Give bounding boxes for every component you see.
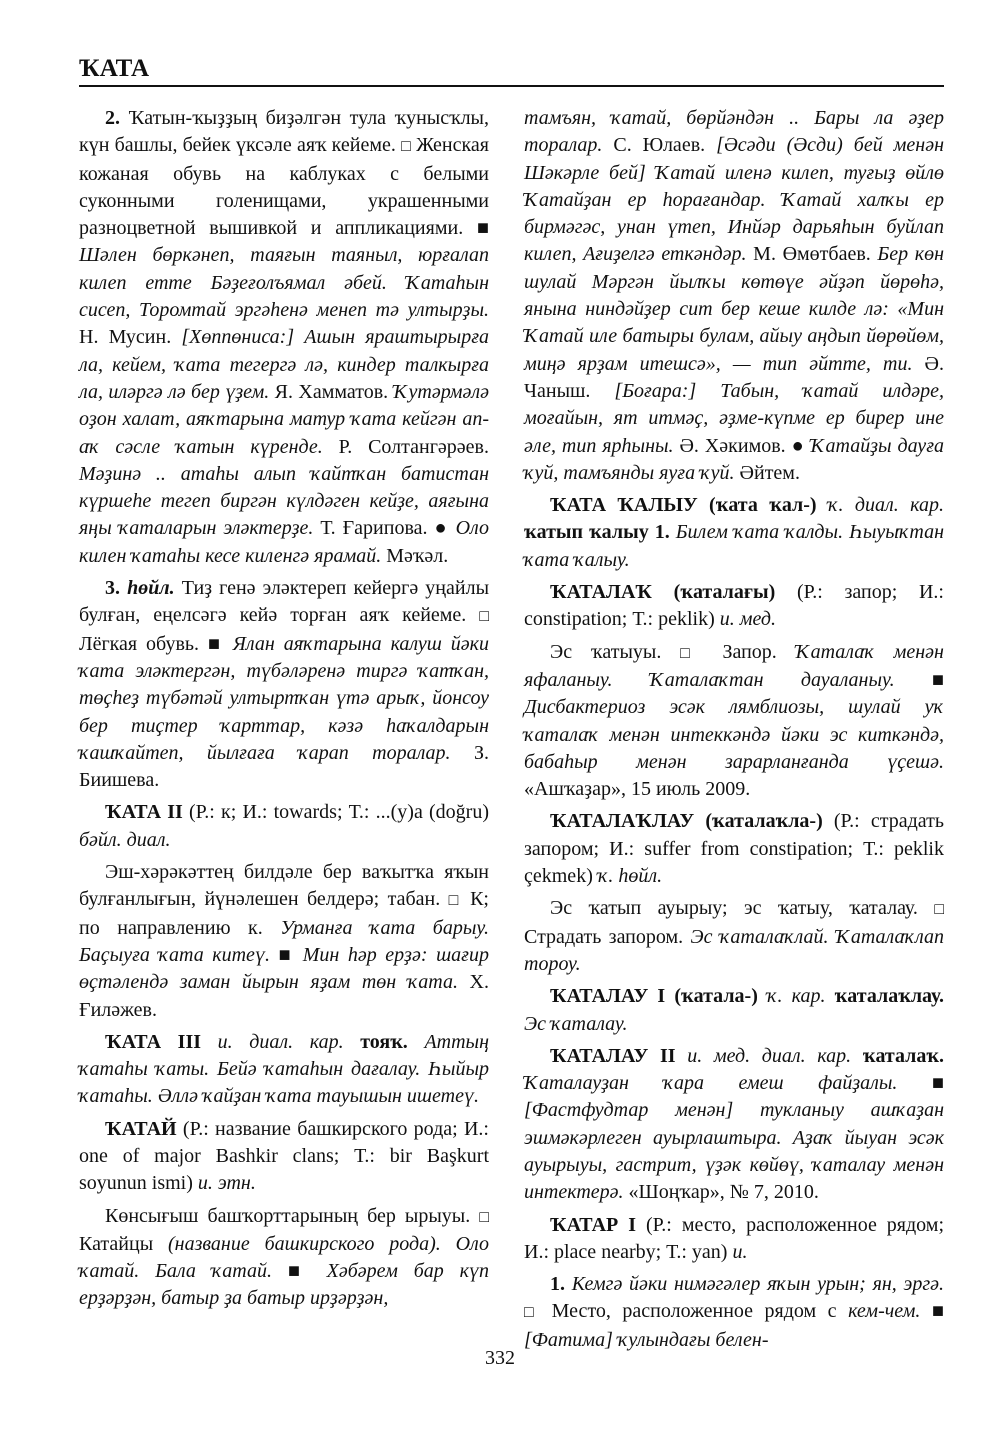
dictionary-paragraph: ҠАТА III и. диал. кар. тояҡ. Аттың ҡатаһы ҡаты. Бейә ҡатаһын дағалау. Һыйыр ҡатаһы. Әллә ҡайҙан ҡата тауышын ишетеү. — [79, 1030, 490, 1108]
dictionary-paragraph: ҠАТАР I (Р.: место, расположенное рядом; И.: place nearby; Т.: yan) и. — [524, 1213, 944, 1263]
dictionary-paragraph: тамъян, ҡатай, бөрйәндән .. Бары ла әҙер торалар. С. Юлаев. [Әсәди (Әсди) бей менән Шәкәрле бей] Ҡатай иленә килеп, туғыҙ өйлө Ҡатайҙан ер һорағандар. Ҡатай халҡы ер бирмәгәс, унан үтеп, Инйәр дарьяһын буйлап килеп, Ағиҙелгә еткәндәр. М. Өмөтбаев. Бер көн шулай Мәргән йылҡы көтөүе әйҙәп йөрөһә, янына ниндәйҙер сит бер кеше килде лә: «Мин Ҡатай иле батыры булам, айыу аңдып йөрөйөм, миңә ярҙам итешсә», — тип әйтте, ти. Ә. Чаныш. [Боғара:] Табын, ҡатай илдәре, моғайын, ят итмәҫ, әҙме-күпме ер бирер ине әле, тип ярһыны. Ә. Хәкимов. ● Ҡатайҙы дауға ҡуй, тамъянды яуға ҡуй. Әйтем. — [524, 107, 945, 484]
dictionary-paragraph: 2. Ҡатын-ҡыҙҙың биҙәлгән тула ҡунысҡлы, күн башлы, бейек үксәле аяҡ кейеме. □ Женская кожаная обувь на каблуках с белыми суконными голенищами, украшенными разноцветной вышивкой и аппликациями. ■ Шәлен бөркәнеп, таяғын таяныл, юрғалап килеп етте Бәҙеғолъямал әбей. Ҡатаһын сисеп, Торомтай эргәһенә менеп тә ултырҙы. Н. Мусин. [Хөппөниса:] Ашын яраштырырға ла, кейем, ҡата тегергә лә, киндер талкырға ла, иләргә лә бер үҙем. Я. Хамматов. Ҡутәрмәлә оҙон халат, аяҡтарына матур ҡата кейгән ап-аҡ сәсле ҡатын күренде. Р. Солтангәрәев. Мәҙинә .. атаһы алып ҡайтҡан батистан күршеһе тегеп биргән күлдәген кейҙе, аяғына яңы ҡаталарын эләктерҙе. Т. Ғарипова. ● Оло килен ҡатаһы кесе киленгә ярамай. Мәҡәл. — [79, 107, 489, 567]
dictionary-paragraph: Эс ҡатыуы. □ Запор. Ҡаталаҡ менән яфаланыу. Ҡаталаҡтан дауаланыу. ■ Дисбактериоз эсәк лямблиозы, шулай уҡ ҡаталаҡ менән интеккәндә йәки эс киткәндә, бабаһыр менән зарарланғанда үҫешә. «Ашҡаҙар», 15 июль 2009. — [524, 640, 944, 801]
dictionary-paragraph: ҠАТАЛАУ I (ҡатала-) ҡ. кар. ҡаталаҡлау. Эс ҡаталау. — [524, 985, 945, 1035]
dictionary-paragraph: ҠАТА II (Р.: к; И.: towards; Т.: ...(y)a (doğru) бәйл. диал. — [79, 801, 489, 851]
dictionary-paragraph: ҠАТАЙ (Р.: название башкирского рода; И.: one of major Bashkir clans; Т.: bir Başkurt soyunun ismi) и. этн. — [79, 1117, 489, 1195]
left-column — [79, 105, 489, 1318]
dictionary-paragraph: ҠАТАЛАУ II и. мед. диал. кар. ҡаталаҡ. Ҡаталауҙан ҡара емеш файҙалы. ■ [Фастфудтар менән] тукланыу ашҡаҙан эшмәкәрлеген ауырлаштыра. Аҙаҡ йыуан эсәк ауырыуы, гастрит, үҙәк көйөү, ҡаталау менән интектерә. «Шоңҡар», № 7, 2010. — [524, 1044, 945, 1204]
right-column — [524, 105, 944, 1359]
running-head: ҠАТА — [79, 55, 150, 82]
dictionary-paragraph: ҠАТАЛАҠ (ҡаталағы) (Р.: запор; И.: constipation; Т.: peklik) и. мед. — [524, 581, 944, 631]
dictionary-paragraph: ҠАТА ҠАЛЫУ (ҡата ҡал-) ҡ. диал. кар. ҡатып ҡалыу 1. Билем ҡата ҡалды. Һыуыҡтан ҡата ҡалыу. — [524, 494, 945, 571]
dictionary-paragraph: 3. һөйл. Тиҙ генә эләктереп кейергә уңайлы булған, еңелсәгә кейә торған аяҡ кейеме. □ Лёгкая обувь. ■ Ялан аяҡтарына калуш йәки ҡата эләктергән, түбәләренә тиргә ҡатҡан, төҫһеҙ түбәтәй ултыртҡан үтә арыҡ, йонсоу бер тиҫтер ҡарттар, кәзә һаҡалдарын ҡашҡайтеп, йылғаға ҡарап торалар. З. Биишева. — [79, 577, 490, 792]
dictionary-paragraph: 1. Кемгә йәки нимәгәлер яҡын урын; ян, эргә. □ Место, расположенное рядом с кем-чем. ■ [Фатима] ҡулындағы белен- — [524, 1273, 945, 1351]
page-number: 332 — [485, 1347, 515, 1369]
dictionary-paragraph: Көнсығыш башҡорттарының бер ырыуы. □ Катайцы (название башкирского рода). Оло ҡатай. Бала ҡатай. ■ Хәбәрем бар күп ерҙәрҙән, батыр ҙа батыр ирҙәрҙән, — [79, 1204, 490, 1310]
header-rule — [79, 85, 944, 87]
dictionary-paragraph: ҠАТАЛАҠЛАУ (ҡаталаҡла-) (Р.: страдать запором; И.: suffer from constipation; Т.: peklik çekmek) ҡ. һөйл. — [524, 810, 944, 888]
dictionary-paragraph: Эс ҡатып ауырыу; эс ҡатыу, ҡаталау. □ Страдать запором. Эс ҡаталаҡлай. Ҡаталаҡлап тороу. — [524, 897, 945, 975]
dictionary-paragraph: Эш-хәрәкәттең билдәле бер ваҡытҡа яҡын булғанлығын, йүнәлешен белдерә; табан. □ К; по направлению к. Урманға ҡата барыу. Баҫыуға ҡата китеү. ■ Мин һәр ерҙә: шағир өҫтәлендә заман йырын яҙам төн ҡата. Х. Ғиләжев. — [79, 861, 490, 1021]
